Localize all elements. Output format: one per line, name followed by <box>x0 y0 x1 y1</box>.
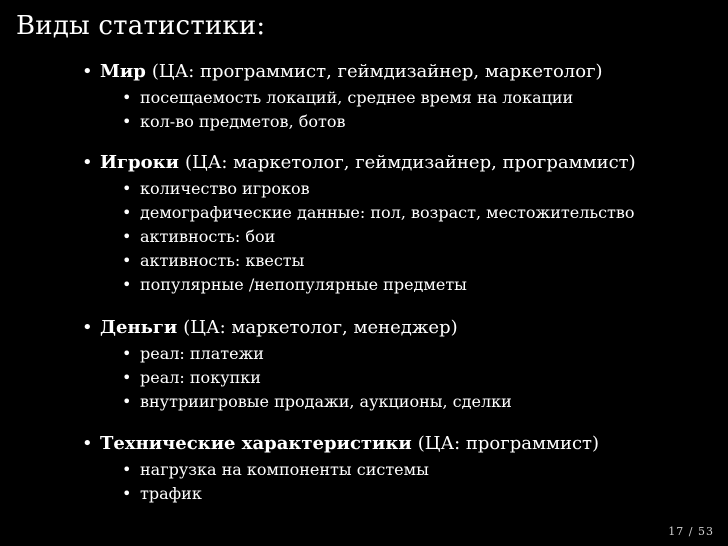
subitem-list <box>122 177 712 297</box>
list-item <box>122 225 712 249</box>
section-heading <box>82 60 712 84</box>
bullet-icon: • <box>122 227 132 246</box>
section-title: Игроки <box>100 152 179 173</box>
list-item <box>122 366 712 390</box>
section-audience: (ЦА: программист, геймдизайнер, маркетолог) <box>151 61 603 82</box>
section-title: Технические характеристики <box>100 433 412 454</box>
section-heading <box>82 432 712 456</box>
list-item <box>122 86 712 110</box>
list-item-text: реал: покупки <box>140 368 261 387</box>
list-item <box>122 249 712 273</box>
slide-title: Виды статистики: <box>16 11 266 41</box>
list-item-text: посещаемость локаций, среднее время на локации <box>140 88 574 107</box>
list-item-text: внутриигровые продажи, аукционы, сделки <box>140 392 512 411</box>
bullet-icon: • <box>82 61 93 82</box>
section-heading <box>82 151 712 175</box>
list-item-text: демографические данные: пол, возраст, местожительство <box>140 203 635 222</box>
subitem-list <box>122 342 712 414</box>
bullet-icon: • <box>122 275 132 294</box>
list-item-text: количество игроков <box>140 179 310 198</box>
list-item-text: активность: бои <box>140 227 276 246</box>
subitem-list <box>122 86 712 134</box>
bullet-icon: • <box>122 344 132 363</box>
list-item <box>122 390 712 414</box>
section-technical <box>82 432 712 506</box>
section-players <box>82 151 712 297</box>
list-item-text: нагрузка на компоненты системы <box>140 460 429 479</box>
list-item-text: реал: платежи <box>140 344 264 363</box>
list-item <box>122 177 712 201</box>
section-heading <box>82 316 712 340</box>
bullet-icon: • <box>122 251 132 270</box>
list-item-text: популярные /непопулярные предметы <box>140 275 467 294</box>
section-title: Мир <box>100 61 146 82</box>
bullet-icon: • <box>122 179 132 198</box>
section-title: Деньги <box>100 317 178 338</box>
bullet-icon: • <box>122 484 132 503</box>
list-item-text: кол-во предметов, ботов <box>140 112 346 131</box>
bullet-icon: • <box>82 433 93 454</box>
bullet-icon: • <box>122 392 132 411</box>
section-audience: (ЦА: маркетолог, менеджер) <box>183 317 458 338</box>
page-number: 17 / 53 <box>668 525 714 538</box>
bullet-icon: • <box>122 460 132 479</box>
section-world <box>82 60 712 134</box>
section-audience: (ЦА: маркетолог, геймдизайнер, программист) <box>184 152 636 173</box>
bullet-icon: • <box>122 203 132 222</box>
bullet-icon: • <box>122 368 132 387</box>
list-item <box>122 458 712 482</box>
list-item <box>122 342 712 366</box>
list-item-text: трафик <box>140 484 202 503</box>
list-item <box>122 482 712 506</box>
section-money <box>82 316 712 414</box>
list-item <box>122 201 712 225</box>
list-item <box>122 110 712 134</box>
bullet-icon: • <box>122 112 132 131</box>
section-audience: (ЦА: программист) <box>417 433 600 454</box>
bullet-icon: • <box>82 317 93 338</box>
subitem-list <box>122 458 712 506</box>
bullet-icon: • <box>82 152 93 173</box>
list-item-text: активность: квесты <box>140 251 305 270</box>
bullet-icon: • <box>122 88 132 107</box>
list-item <box>122 273 712 297</box>
